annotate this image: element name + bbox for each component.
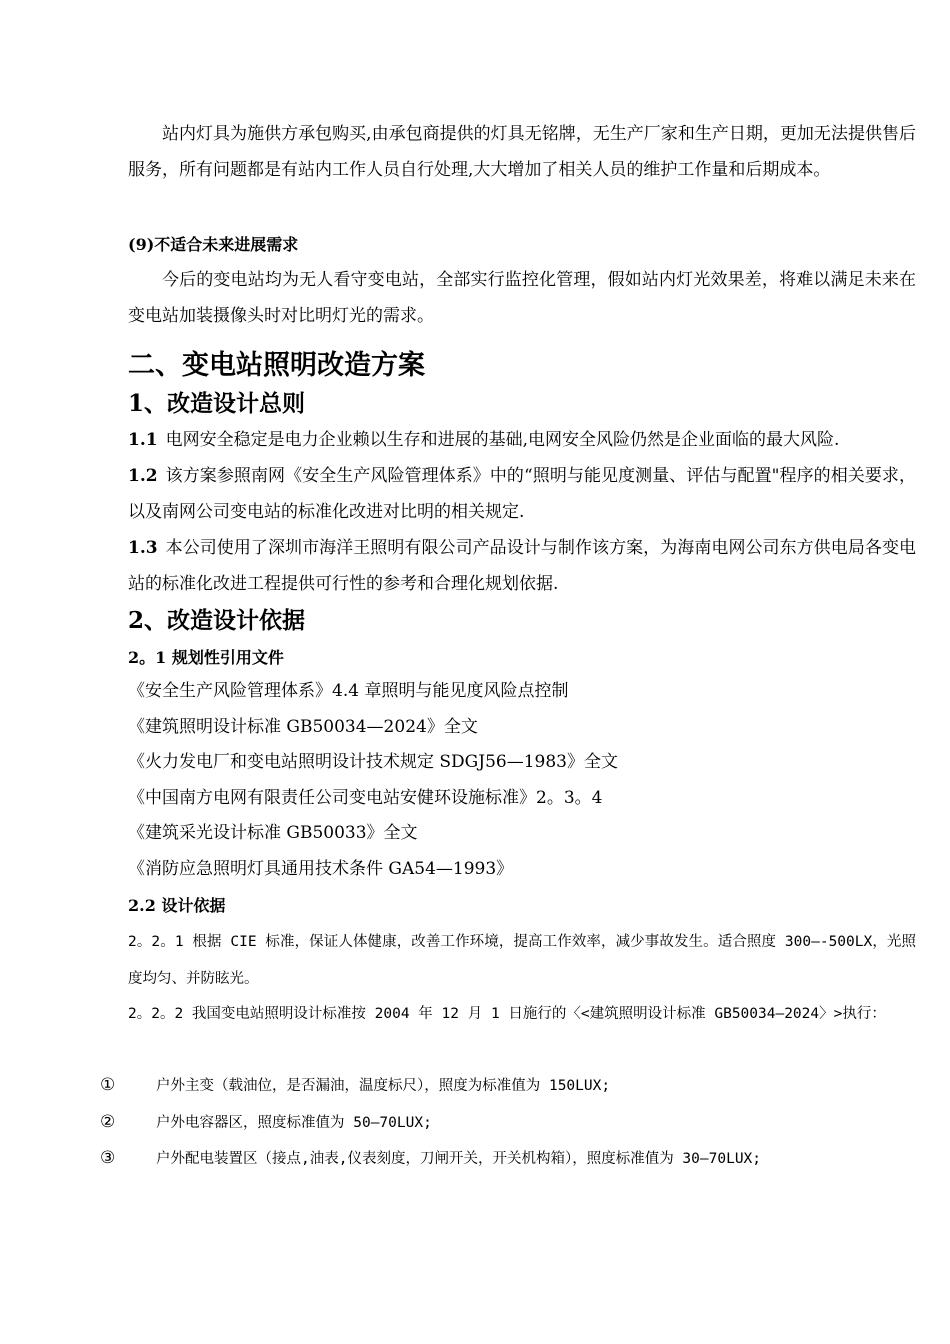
reference-item: 《火力发电厂和变电站照明设计技术规定 SDGJ56—1983》全文 bbox=[128, 752, 618, 772]
circled-item-1 bbox=[100, 1068, 916, 1105]
reference-item: 《消防应急照明灯具通用技术条件 GA54—1993》 bbox=[128, 858, 514, 879]
clause-1-3 bbox=[128, 531, 916, 602]
item-text: 户外电容器区，照度标准值为 50—70LUX; bbox=[156, 1114, 432, 1131]
reference-item: 《中国南方电网有限责任公司变电站安健环设施标准》2。3。4 bbox=[128, 787, 603, 808]
circled-item-2 bbox=[100, 1105, 916, 1142]
clause-number: 1.2 bbox=[128, 466, 158, 486]
sub-heading-2-1: 2。1 规划性引用文件 bbox=[128, 648, 284, 667]
item-text: 户外配电装置区（接点,油表,仪表刻度，刀闸开关，开关机构箱），照度标准值为 30—70LUX; bbox=[156, 1151, 762, 1167]
sub-heading-2-2: 2.2 设计依据 bbox=[128, 896, 226, 915]
reference-item: 《建筑照明设计标准 GB50034—2024》全文 bbox=[128, 716, 478, 737]
section-2-title: 二、变电站照明改造方案 bbox=[128, 350, 425, 381]
intro-paragraph-2: 今后的变电站均为无人看守变电站，全部实行监控化管理，假如站内灯光效果差，将难以满足未来在变电站加装摄像头时对比明灯光的需求。 bbox=[128, 270, 916, 326]
clause-number: 1.3 bbox=[128, 538, 158, 558]
reference-list bbox=[128, 674, 916, 887]
item-text: 户外主变（载油位，是否漏油，温度标尺），照度为标准值为 150LUX; bbox=[156, 1078, 611, 1094]
clause-text: 本公司使用了深圳市海洋王照明有限公司产品设计与制作该方案，为海南电网公司东方供电局各变电站的标准化改进工程提供可行性的参考和合理化规划依据. bbox=[128, 538, 916, 594]
circled-number: ② bbox=[100, 1111, 116, 1132]
circled-number: ③ bbox=[100, 1148, 116, 1168]
reference-item: 《建筑采光设计标准 GB50033》全文 bbox=[128, 823, 418, 843]
circled-number: ① bbox=[100, 1075, 116, 1095]
paragraph-text: 2。2。1 根据 CIE 标准，保证人体健康，改善工作环境，提高工作效率，减少事故发生。适合照度 300—-500LX，光照度均匀、并防眩光。 bbox=[128, 934, 916, 987]
clause-text: 电网安全稳定是电力企业赖以生存和进展的基础,电网安全风险仍然是企业面临的最大风险. bbox=[165, 430, 840, 450]
paragraph-2-2-1 bbox=[128, 924, 916, 997]
circled-list bbox=[100, 1068, 916, 1178]
clause-text: 该方案参照南网《安全生产风险管理体系》中的“照明与能见度测量、评估与配置"程序的相关要求，以及南网公司变电站的标准化改进对比明的相关规定. bbox=[128, 466, 916, 522]
subsection-1-title: 1、改造设计总则 bbox=[128, 390, 306, 417]
reference-item: 《安全生产风险管理体系》4.4 章照明与能见度风险点控制 bbox=[128, 681, 569, 701]
clause-1-2 bbox=[128, 459, 916, 530]
paragraph-2-2-2 bbox=[128, 996, 916, 1033]
subsection-2-title: 2、改造设计依据 bbox=[128, 607, 306, 634]
intro-paragraph-1: 站内灯具为施供方承包购买,由承包商提供的灯具无铭牌，无生产厂家和生产日期，更加无法提供售后服务，所有问题都是有站内工作人员自行处理,大大增加了相关人员的维护工作量和后期成本。 bbox=[128, 124, 916, 180]
clause-number: 1.1 bbox=[128, 430, 158, 450]
circled-item-3 bbox=[100, 1141, 916, 1178]
heading-9: (9)不适合未来进展需求 bbox=[128, 235, 299, 254]
clause-1-1 bbox=[128, 423, 916, 459]
paragraph-text: 2。2。2 我国变电站照明设计标准按 2004 年 12 月 1 日施行的〈<建筑照明设计标准 GB50034—2024〉>执行： bbox=[128, 1006, 886, 1022]
